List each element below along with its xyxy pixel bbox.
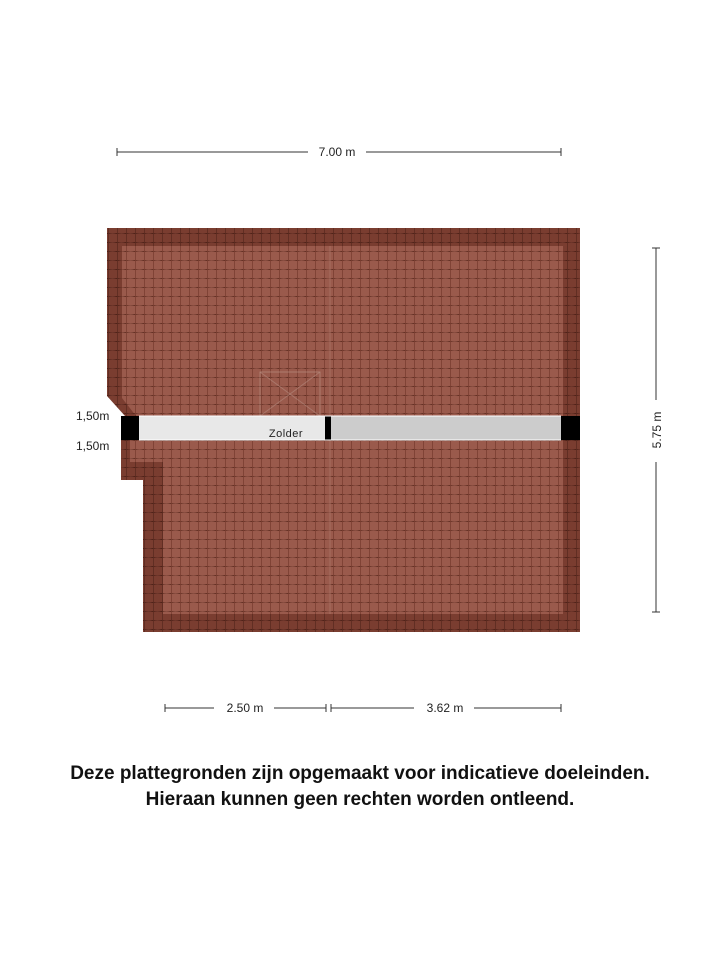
roof-lower (121, 440, 580, 632)
dimension-right (650, 248, 664, 612)
room-label-zolder: Zolder (268, 428, 304, 440)
height-label-upper: 1,50m (76, 409, 110, 423)
attic-strip (121, 416, 580, 440)
dimension-bottom (165, 701, 561, 715)
dimension-right-label: 5.75 m (650, 411, 664, 449)
roof-upper (107, 228, 580, 416)
disclaimer-line-2: Hieraan kunnen geen rechten worden ontleend. (145, 789, 575, 810)
dimension-bottom-right-label: 3.62 m (426, 701, 464, 715)
dimension-bottom-left-label: 2.50 m (226, 701, 264, 715)
dimension-top (117, 145, 561, 159)
dimension-top-label: 7.00 m (318, 145, 356, 159)
disclaimer-line-1: Deze plattegronden zijn opgemaakt voor indicatieve doeleinden. (70, 763, 650, 784)
height-label-lower: 1,50m (76, 439, 110, 453)
